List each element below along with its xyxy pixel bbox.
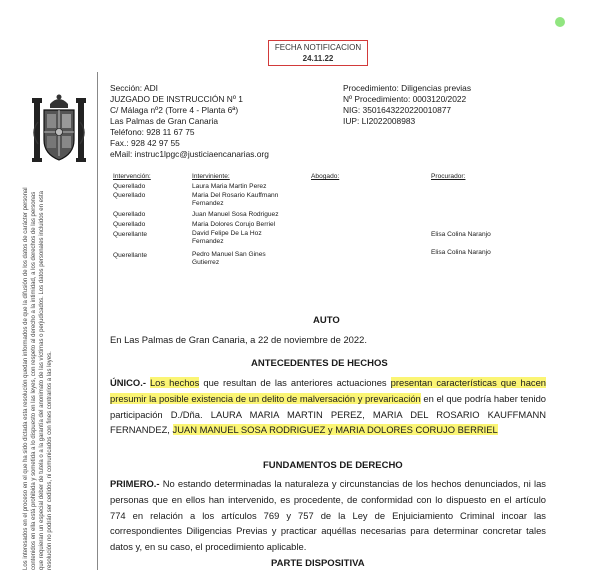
highlight-names: JUAN MANUEL SOSA RODRIGUEZ y MARIA DOLORES CORUJO BERRIEL [172, 424, 498, 436]
highlight-delito: presentan características que hacen presumir la posible existencia de un delito de malversación y prevaricación [110, 377, 547, 404]
party-name: Juan Manuel Sosa Rodriguez [192, 211, 279, 218]
antecedentes-paragraph [110, 375, 546, 438]
procedure-type: Procedimiento: Diligencias previas [343, 83, 472, 93]
procedure-info [343, 83, 471, 127]
place-date: En Las Palmas de Gran Canaria, a 22 de noviembre de 2022. [110, 334, 367, 345]
procedure-nig: NIG: 3501643220220010877 [343, 105, 452, 115]
party-role: Querellado [113, 183, 146, 190]
header-intervention: Intervención: [113, 173, 151, 180]
primero-paragraph [110, 476, 546, 555]
header-procurator: Procurador: [431, 173, 466, 180]
privacy-side-notice [22, 184, 88, 570]
notification-stamp [268, 40, 368, 66]
party-name-cont: Fernandez [192, 238, 224, 245]
party-name: Pedro Manuel San Gines [192, 251, 266, 258]
unico-text-2: en el que podría haber tenido participación D./Dña. LAURA MARIA MARTIN PEREZ, MARIA DEL ROSARIO KAUFFMANN FERNANDEZ, [110, 392, 546, 436]
primero-label: PRIMERO.- [110, 478, 160, 489]
party-name: Maria Del Rosario Kauffmann [192, 192, 279, 199]
party-procurator: Elisa Colina Naranjo [431, 249, 491, 256]
party-name: David Felipe De La Hoz [192, 230, 262, 237]
party-role: Querellado [113, 211, 146, 218]
party-role: Querellante [113, 231, 148, 238]
fundamentos-heading: FUNDAMENTOS DE DERECHO [263, 460, 403, 471]
stamp-title: FECHA NOTIFICACION [274, 43, 362, 52]
party-role: Querellado [113, 192, 146, 199]
highlight-los-hechos: Los hechos [149, 377, 200, 388]
stamp-date: 24.11.22 [302, 54, 334, 63]
header-lawyer: Abogado: [311, 173, 340, 180]
court-address: C/ Málaga nº2 (Torre 4 - Planta 6ª) [110, 105, 239, 115]
party-role: Querellado [113, 221, 146, 228]
header-intervener: Interviniente: [192, 173, 230, 180]
coat-of-arms-icon [30, 92, 88, 170]
primero-text: No estando determinadas la naturaleza y circunstancias de los hechos denunciados, ni las personas que en ellos han intervenido, es procedente, de conformidad con lo dispuesto en el artículo 774 en relación a los artículos 769 y 757 de la Ley de Enjuiciamiento Criminal incoar las correspondientes Diligencias Previas y practicar aquéllas necesarias para determinar concretar tales datos y, en su caso, el procedimiento aplicable. [110, 478, 546, 553]
party-name-cont: Fernandez [192, 200, 224, 207]
unico-text-1: que resultan de las anteriores actuaciones [203, 377, 387, 388]
party-name: Maria Dolores Corujo Berriel [192, 221, 276, 228]
antecedentes-heading: ANTECEDENTES DE HECHOS [251, 358, 388, 369]
court-city: Las Palmas de Gran Canaria [110, 116, 218, 126]
green-mark [555, 17, 565, 27]
parte-dispositiva-heading: PARTE DISPOSITIVA [271, 558, 365, 569]
margin-rule [97, 72, 98, 570]
party-name-cont: Gutierrez [192, 259, 220, 266]
procedure-iup: IUP: LI2022008983 [343, 116, 416, 126]
unico-label: ÚNICO.- [110, 377, 146, 388]
party-name: Laura Maria Martin Perez [192, 183, 267, 190]
privacy-notice-text: Los interesados en el proceso en el que ha sido dictada esta resolución quedan informados de que la difusión de los datos de carácter personal contenidos en ella está prohibida y sometida a lo dispuesto en las leyes, con respeto al derecho a la intimidad, a los derechos de las personas que requieran un especial deber de tutela o a la garantía del anonimato de las víctimas o perjudicados. Los datos personales incluidos en esta resolución no podrán ser cedidos, ni comunicados con fines contrarios a las leyes. [23, 187, 53, 570]
procedure-number: Nº Procedimiento: 0003120/2022 [343, 94, 467, 104]
court-section: Sección: ADI [110, 83, 158, 93]
party-role: Querellante [113, 252, 148, 259]
court-info [110, 83, 269, 160]
document-title: AUTO [313, 315, 340, 326]
court-fax: Fax.: 928 42 97 55 [110, 138, 180, 148]
court-email: eMail: instruc1lpgc@justiciaencanarias.org [110, 149, 269, 159]
court-phone: Teléfono: 928 11 67 75 [110, 127, 195, 137]
party-procurator: Elisa Colina Naranjo [431, 231, 491, 238]
court-name: JUZGADO DE INSTRUCCIÓN Nº 1 [110, 94, 243, 104]
